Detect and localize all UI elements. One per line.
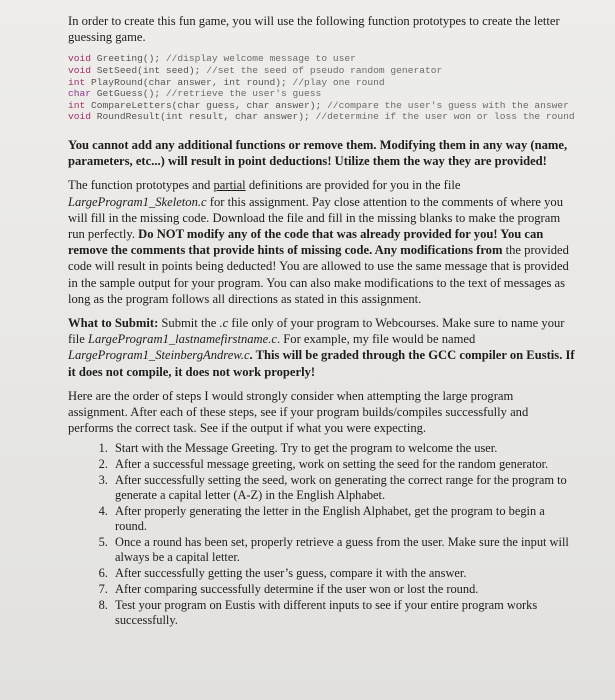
submit-heading: What to Submit: [68, 316, 159, 330]
list-item: 6. After successfully getting the user’s guess, compare it with the answer. [111, 566, 575, 581]
code-line: void RoundResult(int result, char answer); //determine if the user won or loss the round [68, 111, 575, 123]
list-item: 1. Start with the Message Greeting. Try to get the program to welcome the user. [111, 441, 575, 456]
steps-intro-paragraph: Here are the order of steps I would strongly consider when attempting the large program assignment. After each of these steps, see if your program builds/compiles successfully and performs the correct task. See if the output if what you were expecting. [68, 388, 529, 436]
skeleton-instructions-paragraph: The function prototypes and partial definitions are provided for you in the file LargeProgram1_Skeleton.c for this assignment. Pay close attention to the comments of where you will fill in the missing code. Download the file and fill in the missing blanks to make the program run perfectly. Do NOT modify any of the code that was already provided for you! You can remove the comments that provide hints of missing code. Any modifications from the provided code will result in points being deducted! You are allowed to use the same message that is provided in the sample output for your program. You can also make modifications to the text of messages as long as the program follows all directions as stated in this assignment. [68, 178, 569, 306]
code-line: char GetGuess(); //retrieve the user's guess [68, 88, 322, 100]
code-line: int CompareLetters(char guess, char answer); //compare the user's guess with the answer [68, 99, 569, 111]
example-file-name: LargeProgram1_SteinbergAndrew.c [68, 348, 250, 363]
warning-paragraph: You cannot add any additional functions or remove them. Modifying them in any way (name, parameters, etc...) will result in point deductions! Utilize them the way they are provided! [68, 137, 568, 169]
list-item: 8. Test your program on Eustis with different inputs to see if your entire program works successfully. [111, 598, 575, 628]
list-item: 7. After comparing successfully determine if the user won or lost the round. [111, 582, 575, 597]
function-prototypes-code [68, 53, 575, 123]
list-item: 5. Once a round has been set, properly retrieve a guess from the user. Make sure the input will always be a capital letter. [111, 535, 575, 565]
code-line: int PlayRound(char answer, int round); //play one round [68, 76, 385, 88]
list-item: 2. After a successful message greeting, work on setting the seed for the random generator. [111, 457, 575, 472]
list-item: 4. After properly generating the letter in the English Alphabet, get the program to begin a round. [111, 504, 575, 534]
list-item: 3. After successfully setting the seed, work on generating the correct range for the program to generate a capital letter (A-Z) in the English Alphabet. [111, 473, 575, 503]
steps-list [68, 441, 575, 628]
file-name-pattern: LargeProgram1_lastnamefirstname.c [87, 332, 277, 347]
skeleton-file-name: LargeProgram1_Skeleton.c [68, 194, 207, 209]
intro-paragraph: In order to create this fun game, you will use the following function prototypes to create the letter guessing game. [68, 14, 560, 45]
submission-paragraph: What to Submit: Submit the .c file only of your program to Webcourses. Make sure to name your file LargeProgram1_lastnamefirstname.c. For example, my file would be named LargeProgram1_SteinbergAndrew.c. This will be graded through the GCC compiler on Eustis. If it does not compile, it does not work properly! [68, 316, 575, 379]
code-line: void SetSeed(int seed); //set the seed of pseudo random generator [68, 65, 443, 76]
code-line: void Greeting(); //display welcome message to user [68, 53, 356, 65]
